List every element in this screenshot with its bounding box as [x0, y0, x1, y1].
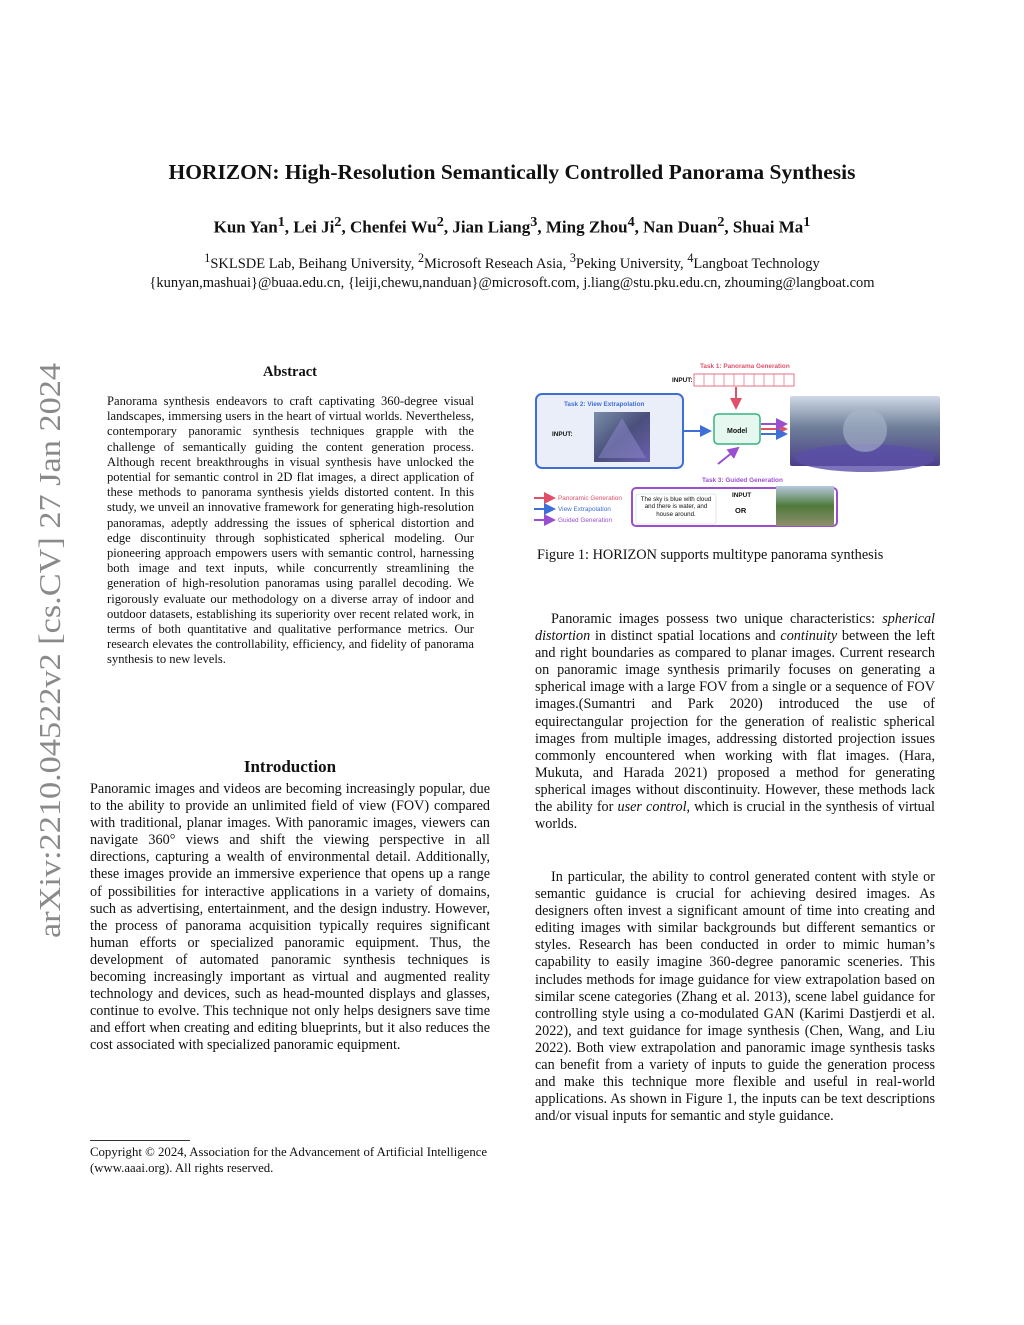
author: Chenfei Wu — [349, 217, 437, 237]
noise-token-row — [694, 374, 794, 386]
right-paragraph-1: Panoramic images possess two unique characteristics: spherical distortion in distinct spatial locations and continuity between the left and right boundaries as compared to planar images. Current research on panoramic image synthesis primarily focuses on generating a spherical image with a large FOV from a single or a sequence of FOV images.(Sumantri and Park 2020) introduced the use of equirectangular projection for the generation of realistic spherical images from multiple images, addressing distorted projection issues commonly encountered when working with flat images. (Hara, Mukuta, and Harada 2021) proposed a method for generating spherical images without discontinuity. However, these methods lack the ability for user control, which is crucial in the synthesis of virtual worlds. — [535, 611, 935, 833]
author-affil-mark: 2 — [436, 214, 444, 230]
task2-label: Task 2: View Extrapolation — [564, 401, 645, 408]
figure-1 — [532, 358, 944, 528]
task3-label: Task 3: Guided Generation — [702, 477, 783, 484]
copyright-footnote: Copyright © 2024, Association for the Advancement of Artificial Intelligence (www.aaai.org). All rights reserved. — [90, 1145, 488, 1175]
author-affil-mark: 2 — [334, 214, 342, 230]
abstract-heading: Abstract — [263, 364, 317, 380]
legend-guided: Guided Generation — [558, 517, 613, 524]
author-list: Kun Yan$^1$, Lei Ji$^2$, Chenfei Wu$^2$, Jian Liang$^3$, Ming Zhou$^4$, Nan Duan$^2$, Shuai Ma$^1$ — [213, 214, 811, 237]
author-affil-mark: 4 — [627, 214, 635, 230]
author: Kun Yan — [213, 217, 278, 237]
legend — [534, 495, 622, 524]
introduction-heading: Introduction — [243, 757, 337, 776]
affiliation-line: $^1$SKLSDE Lab, Beihang University, $^2$Microsoft Reseach Asia, $^3$Peking University, $^4$Langboat Technology — [204, 251, 820, 272]
affiliations — [0, 249, 1024, 293]
author-affil-mark: 2 — [717, 214, 725, 230]
figure-caption: Figure 1: HORIZON supports multitype panorama synthesis — [537, 547, 884, 563]
author: Nan Duan — [643, 217, 718, 237]
task1-label: Task 1: Panorama Generation — [700, 363, 790, 370]
arxiv-id-text: arXiv:2210.04522v2 [cs.CV] 27 Jan 2024 — [32, 417, 67, 938]
task1-input-label: INPUT: — [672, 377, 693, 384]
or-word: OR — [735, 506, 747, 515]
footnote-rule — [90, 1140, 190, 1141]
author-affil-mark: 1 — [277, 214, 285, 230]
email-line: {kunyan,mashuai}@buaa.edu.cn, {leiji,chewu,nanduan}@microsoft.com, j.liang@stu.pku.edu.cn, zhouming@langboat.com — [149, 274, 875, 291]
introduction-paragraph: Panoramic images and videos are becoming increasingly popular, due to the ability to provide an unlimited field of view (FOV) compared with traditional, planar images. With panoramic images, viewers can navigate 360° views and shift the viewing perspective in all directions, capturing a wealth of environmental detail. Additionally, these images provide an immersive experience that opens up a range of possibilities for interactive applications in a variety of domains, such as advertising, entertainment, and the design industry. However, the process of panorama acquisition typically requires significant human efforts or specialized panoramic equipment. Thus, the development of automated panoramic synthesis techniques is becoming increasingly important as virtual and augmented reality technology and devices, such as head-mounted displays and glasses, continue to evolve. This technique not only helps designers save time and effort when creating and editing blueprints, but it also reduces the cost associated with specialized panoramic equipment. — [90, 781, 490, 1054]
legend-view: View Extrapolation — [558, 506, 611, 513]
author: Ming Zhou — [545, 217, 628, 237]
arxiv-identifier — [24, 360, 68, 940]
task3-input-word: INPUT — [732, 492, 752, 499]
text-prompt: The sky is blue with cloud and there is water, and house around. — [640, 496, 712, 518]
author: Shuai Ma — [732, 217, 804, 237]
abstract-body: Panorama synthesis endeavors to craft captivating 360-degree visual landscapes, immersing users in the heart of virtual worlds. Nevertheless, contemporary panoramic synthesis techniques grapple with the challenge of semantically guiding the content generation process. Although recent breakthroughs in visual synthesis have unlocked the potential for semantic control in 2D flat images, a direct application of these methods to panorama synthesis yields distorted content. In this study, we unveil an innovative framework for generating high-resolution panoramas, adeptly addressing the issues of spherical distortion and edge discontinuity through sophisticated spherical modeling. Our pioneering approach empowers users with semantic control, harnessing both image and text inputs, while concurrently streamlining the generation of high-resolution panoramas using parallel decoding. We rigorously evaluate our methodology on a diverse array of indoor and outdoor datasets, establishing its superiority over recent related work, in terms of both quantitative and qualitative performance metrics. Our research elevates the controllability, efficiency, and fidelity of panorama synthesis to new levels. — [107, 394, 474, 667]
author-affil-mark: 1 — [803, 214, 811, 230]
model-label: Model — [727, 428, 748, 435]
author: Lei Ji — [293, 217, 335, 237]
task2-input-label: INPUT: — [552, 431, 573, 438]
author-affil-mark: 3 — [530, 214, 538, 230]
legend-panoramic: Panoramic Generation — [558, 495, 622, 502]
author: Jian Liang — [452, 217, 531, 237]
guide-image — [776, 486, 834, 526]
right-paragraph-2: In particular, the ability to control generated content with style or semantic guidance is crucial for achieving desired images. As designers often invest a significant amount of time into creating and editing images with similar backgrounds but different semantics or styles. Research has been conducted in order to mimic human’s capability to easily imagine 360-degree panoramic sceneries. This includes methods for image guidance for view extrapolation based on similar scene categories (Zhang et al. 2013), scene label guidance for controlling style using a co-modulated GAN (Karimi Dastjerdi et al. 2022), and text guidance for image synthesis (Chen, Wang, and Liu 2022). Both view extrapolation and panoramic image synthesis tasks can benefit from a variety of inputs to guide the generation process and make this technique more flexible and useful in real-world applications. As shown in Figure 1, the inputs can be text descriptions and/or visual inputs for semantic and style guidance. — [535, 869, 935, 1125]
paper-title: HORIZON: High-Resolution Semantically Controlled Panorama Synthesis — [168, 160, 856, 184]
